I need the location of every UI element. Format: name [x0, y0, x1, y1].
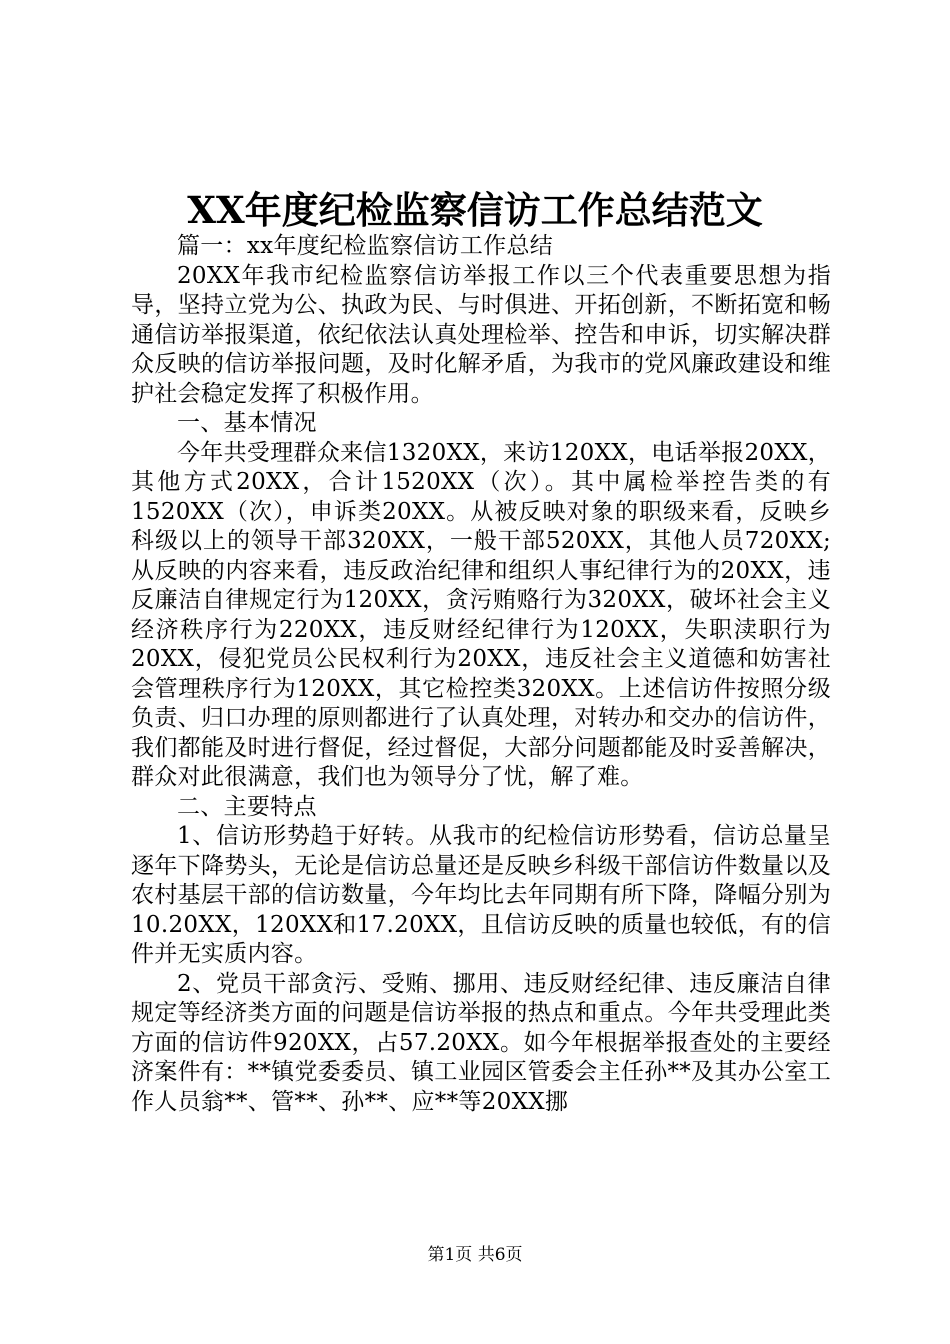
basic-situation-paragraph: 今年共受理群众来信1320XX，来访120XX，电话举报20XX，其他方式20XX，合计1520XX（次）。其中属检举控告类的有1520XX（次），申诉类20XX。从被反映对象的职级来看，反映乡科级以上的领导干部320XX，一般干部520XX，其他人员720XX;从反映的内容来看，违反政治纪律和组织人事纪律行为的20XX，违反廉洁自律规定行为120XX，贪污贿赂行为320XX，破坏社会主义经济秩序行为220XX，违反财经纪律行为120XX，失职渎职行为20XX，侵犯党员公民权利行为20XX，违反社会主义道德和妨害社会管理秩序行为120XX，其它检控类320XX。上述信访件按照分级负责、归口办理的原则都进行了认真处理，对转办和交办的信访件，我们都能及时进行督促，经过督促，大部分问题都能及时妥善解决，群众对此很满意，我们也为领导分了忧，解了难。	[131, 439, 831, 790]
document-body	[131, 232, 831, 1117]
feature-paragraph-2: 2、党员干部贪污、受贿、挪用、违反财经纪律、违反廉洁自律规定等经济类方面的问题是信访举报的热点和重点。今年共受理此类方面的信访件920XX，占57.20XX。如今年根据举报查处的主要经济案件有：**镇党委委员、镇工业园区管委会主任孙**及其办公室工作人员翁**、管**、孙**、应**等20XX挪	[131, 970, 831, 1115]
intro-paragraph: 20XX年我市纪检监察信访举报工作以三个代表重要思想为指导，坚持立党为公、执政为民、与时俱进、开拓创新，不断拓宽和畅通信访举报渠道，依纪依法认真处理检举、控告和申诉，切实解决群众反映的信访举报问题，及时化解矛盾，为我市的党风廉政建设和维护社会稳定发挥了积极作用。	[131, 262, 831, 407]
document-title: XX年度纪检监察信访工作总结范文	[187, 188, 763, 232]
section-heading-features: 二、主要特点	[177, 793, 317, 820]
section-heading-basic: 一、基本情况	[177, 410, 317, 436]
page-number-footer: 第1页 共6页	[427, 1245, 523, 1265]
subtitle-paragraph: 篇一：xx年度纪检监察信访工作总结	[177, 233, 554, 259]
feature-paragraph-1: 1、信访形势趋于好转。从我市的纪检信访形势看，信访总量呈逐年下降势头，无论是信访总量还是反映乡科级干部信访件数量以及农村基层干部的信访数量，今年均比去年同期有所下降，降幅分别为10.20XX，120XX和17.20XX，且信访反映的质量也较低，有的信件并无实质内容。	[131, 823, 831, 967]
